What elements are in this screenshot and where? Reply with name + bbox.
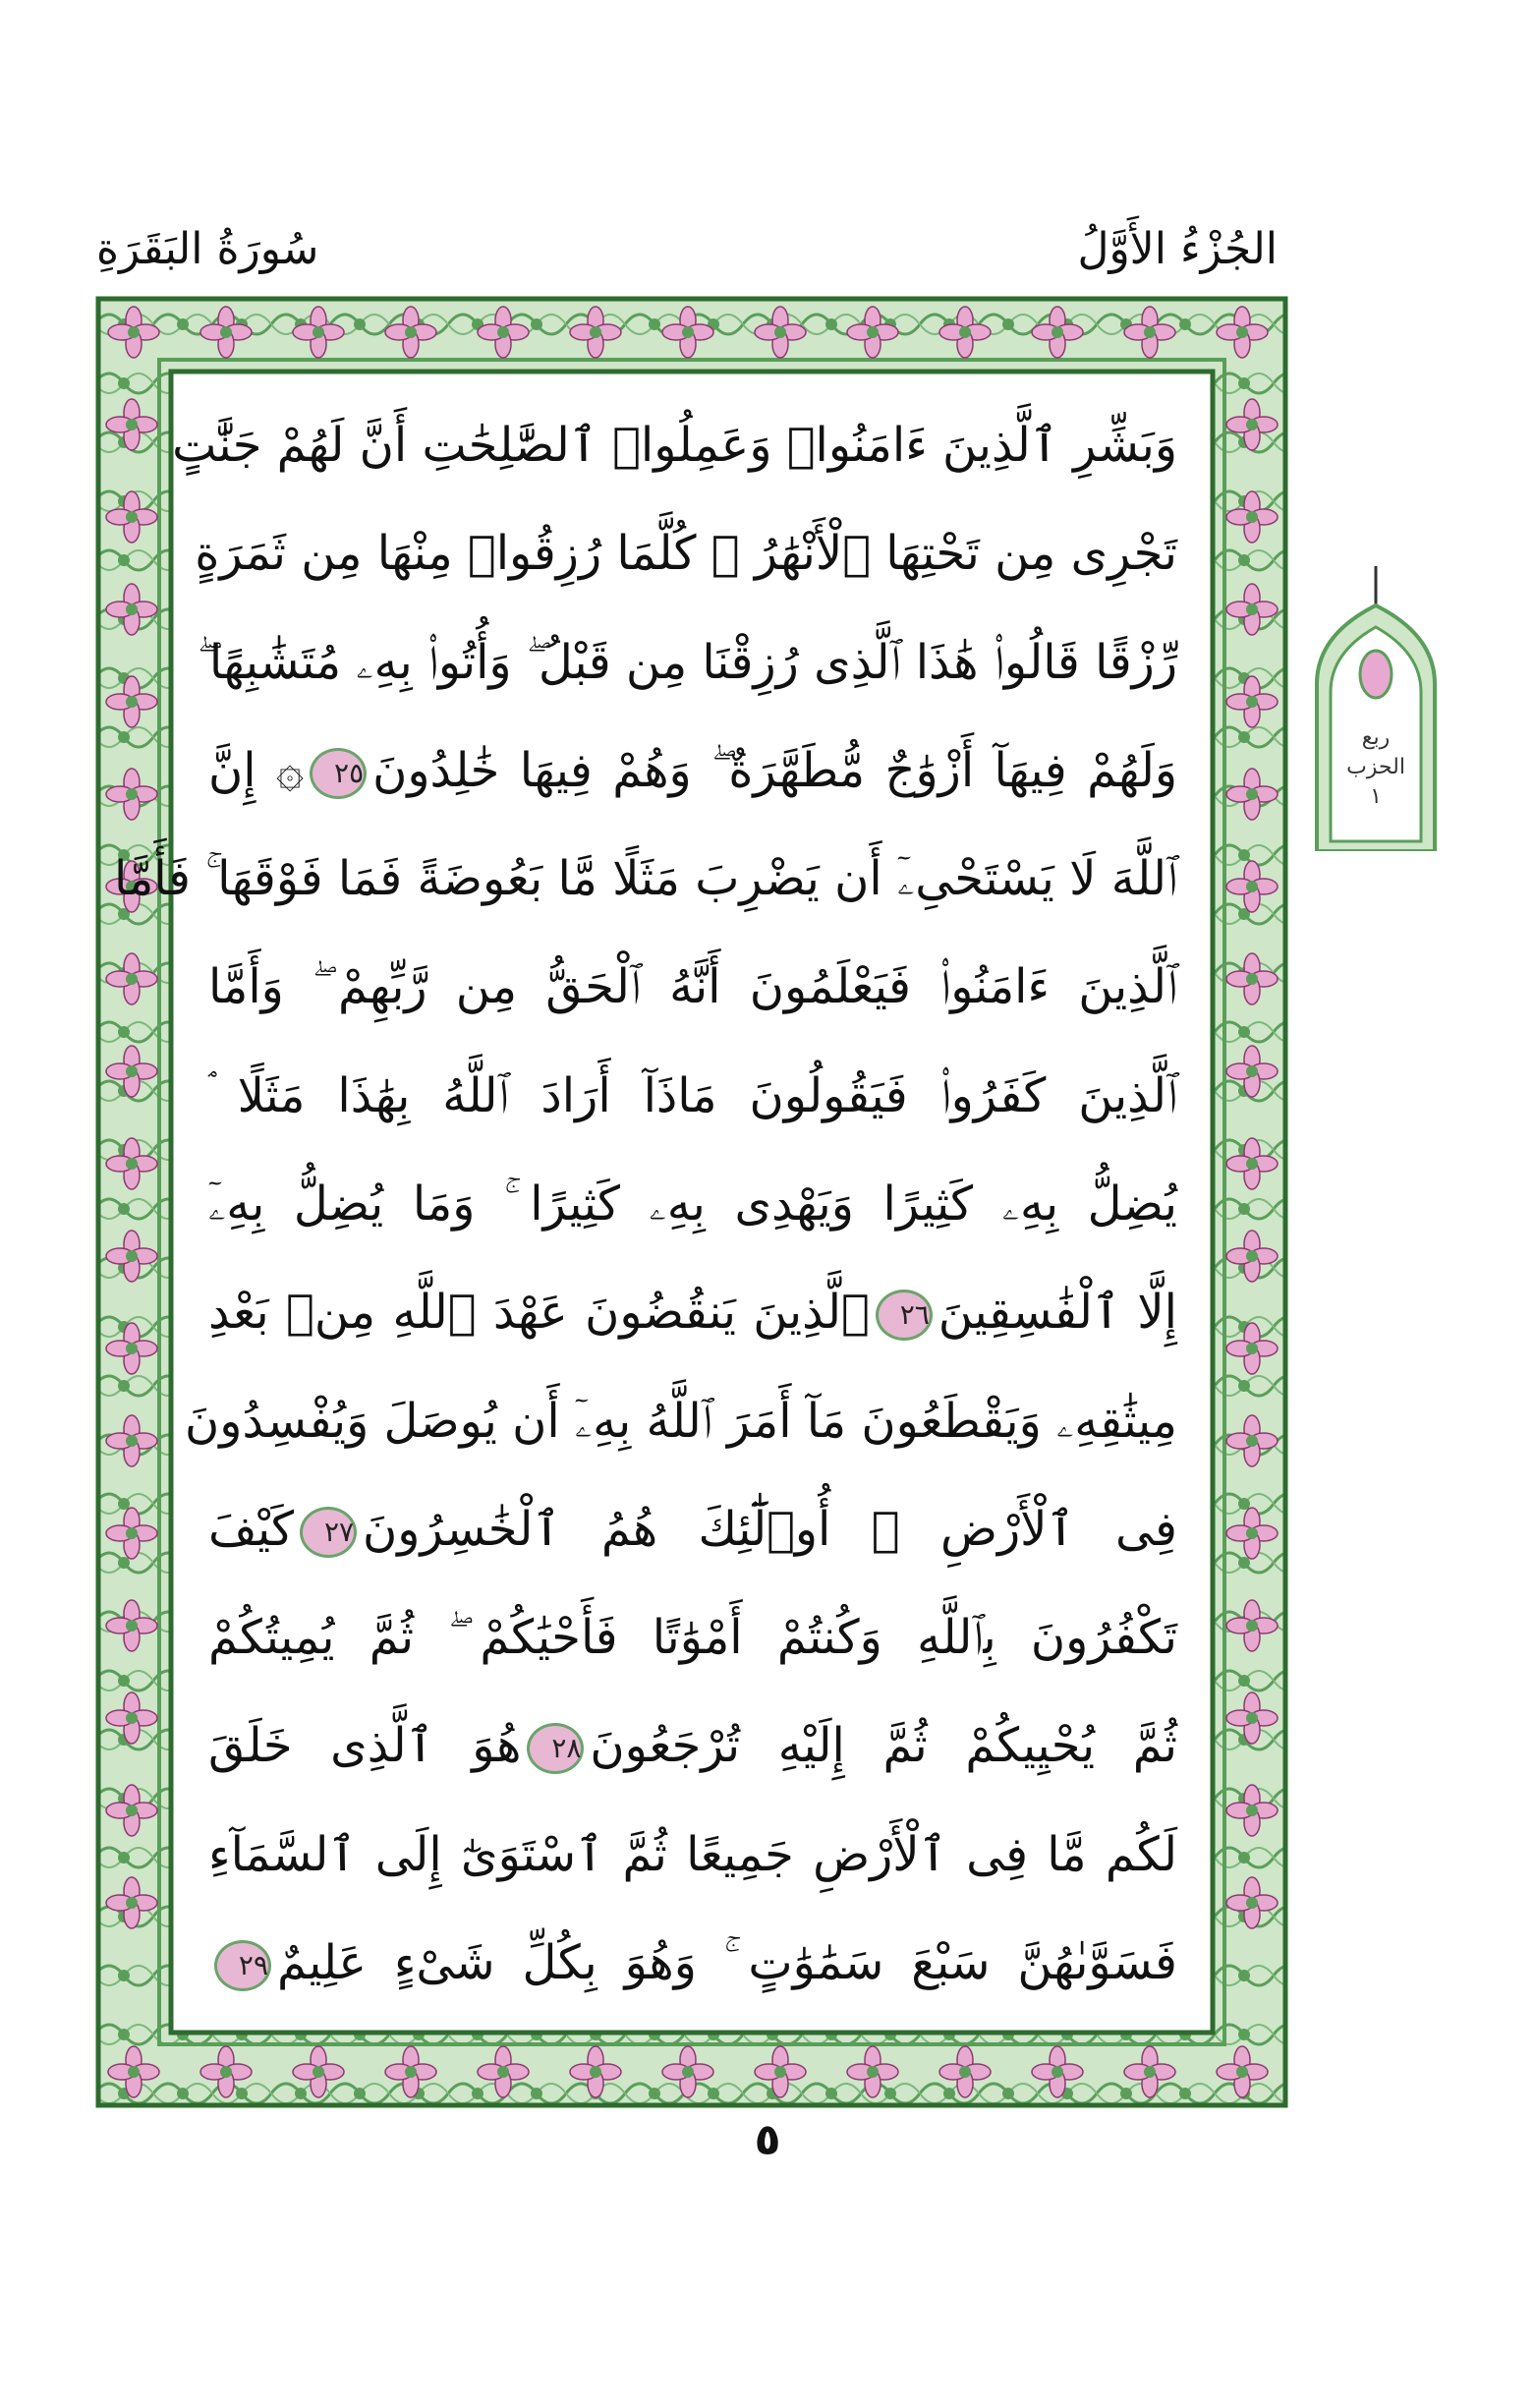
verse-line (208, 1052, 1177, 1140)
hizb-quarter-label: ربع (1361, 725, 1391, 750)
ayah-number-marker: ٢٨ (527, 1723, 584, 1774)
verse-text: ٱلَّذِينَ يَنقُضُونَ عَهْدَ ٱللَّهِ مِنۢ بَعْدِ (208, 1285, 870, 1341)
hizb-number: ١ (1370, 784, 1382, 809)
verse-line (208, 1485, 1177, 1574)
verse-text: كَيْفَ (208, 1501, 295, 1557)
verse-line (185, 1377, 1177, 1465)
ayah-number-marker: ٢٥ (310, 748, 367, 799)
verse-text: ٱللَّهَ لَا يَسْتَحْىِۦٓ أَن يَضْرِبَ مَثَلًا مَّا بَعُوضَةً فَمَا فَوْقَهَا ۚ فَأَمَّا (114, 851, 1177, 907)
verse-line (208, 943, 1177, 1031)
verse-text: تَجْرِى مِن تَحْتِهَا ٱلْأَنْهَٰرُ ۖ كُلَّمَا رُزِقُوا۟ مِنْهَا مِن ثَمَرَةٍ (195, 526, 1177, 582)
header-juz: الجُزْءُ الأَوَّلُ (1077, 224, 1278, 274)
ayah-number-marker: ٢٧ (300, 1507, 357, 1558)
verse-line (208, 1919, 1177, 2007)
verse-text: ۞ إِنَّ (208, 742, 305, 798)
verse-line (208, 1593, 1177, 1682)
verse-text: ٱلَّذِينَ كَفَرُوا۟ فَيَقُولُونَ مَاذَآ أَرَادَ ٱللَّهُ بِهَٰذَا مَثَلًا ۘ (208, 1067, 1177, 1123)
hizb-label: الحزب (1346, 755, 1405, 779)
verse-line (208, 1810, 1177, 1899)
verse-text: لَكُم مَّا فِى ٱلْأَرْضِ جَمِيعًا ثُمَّ ٱسْتَوَىٰٓ إِلَى ٱلسَّمَآءِ (208, 1826, 1177, 1882)
verse-line (172, 401, 1177, 489)
verse-line (208, 726, 1177, 815)
verse-line (208, 1268, 1177, 1356)
verse-line (195, 509, 1177, 598)
ayah-number-marker: ٢٩ (214, 1940, 271, 1991)
header-surah: سُورَةُ البَقَرَةِ (96, 224, 319, 274)
hizb-marker (1307, 566, 1445, 851)
verse-text: يُضِلُّ بِهِۦ كَثِيرًا وَيَهْدِى بِهِۦ كَثِيرًا ۚ وَمَا يُضِلُّ بِهِۦٓ (208, 1175, 1177, 1232)
verse-text: فِى ٱلْأَرْضِ ۚ أُو۟لَٰٓئِكَ هُمُ ٱلْخَٰسِرُونَ (363, 1501, 1177, 1557)
verse-text: رِّزْقًا قَالُوا۟ هَٰذَا ٱلَّذِى رُزِقْنَا مِن قَبْلُ ۖ وَأُتُوا۟ بِهِۦ مُتَشَٰبِهًا ۖ (197, 634, 1177, 690)
verse-text: فَسَوَّىٰهُنَّ سَبْعَ سَمَٰوَٰتٍ ۚ وَهُوَ بِكُلِّ شَىْءٍ عَلِيمٌ (277, 1934, 1177, 1990)
verse-text: هُوَ ٱلَّذِى خَلَقَ (208, 1718, 522, 1774)
verse-text: تَكْفُرُونَ بِٱللَّهِ وَكُنتُمْ أَمْوَٰتًا فَأَحْيَٰكُمْ ۖ ثُمَّ يُمِيتُكُمْ (208, 1610, 1177, 1666)
page-number: ٥ (754, 2115, 781, 2165)
verse-text: مِيثَٰقِهِۦ وَيَقْطَعُونَ مَآ أَمَرَ ٱللَّهُ بِهِۦٓ أَن يُوصَلَ وَيُفْسِدُونَ (185, 1393, 1177, 1449)
verse-text: وَلَهُمْ فِيهَآ أَزْوَٰجٌ مُّطَهَّرَةٌ ۖ وَهُمْ فِيهَا خَٰلِدُونَ (372, 742, 1177, 798)
verse-text: ثُمَّ يُحْيِيكُمْ ثُمَّ إِلَيْهِ تُرْجَعُونَ (590, 1718, 1177, 1774)
verse-text: ٱلَّذِينَ ءَامَنُوا۟ فَيَعْلَمُونَ أَنَّهُ ٱلْحَقُّ مِن رَّبِّهِمْ ۖ وَأَمَّا (208, 959, 1177, 1015)
quran-text (114, 385, 1197, 2017)
verse-line (197, 618, 1177, 707)
verse-line (208, 1160, 1177, 1248)
verse-line (208, 1701, 1177, 1790)
verse-text: إِلَّا ٱلْفَٰسِقِينَ (938, 1285, 1178, 1341)
ayah-number-marker: ٢٦ (876, 1290, 933, 1341)
verse-text: وَبَشِّرِ ٱلَّذِينَ ءَامَنُوا۟ وَعَمِلُوا۟ ٱلصَّٰلِحَٰتِ أَنَّ لَهُمْ جَنَّٰتٍ (172, 418, 1177, 473)
verse-line (114, 834, 1177, 923)
